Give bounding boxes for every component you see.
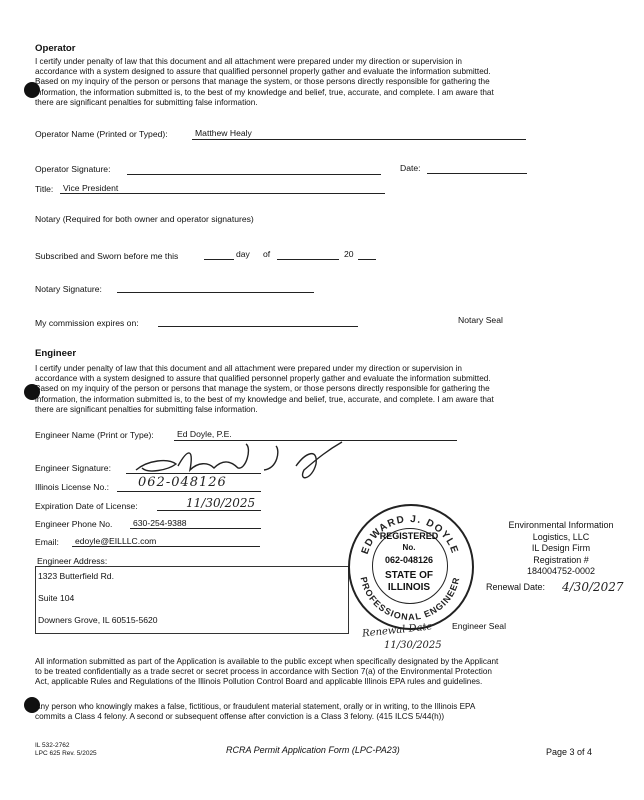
cert-line: Based on my inquiry of the person or persons that manage the system, or those persons directly responsible for gathering the (35, 77, 490, 87)
stamp-bottom-arc: PROFESSIONAL ENGINEER (358, 575, 462, 623)
firm-line: Registration # (533, 554, 589, 565)
notary-signature-line[interactable] (117, 292, 314, 293)
operator-signature-label: Operator Signature: (35, 164, 111, 174)
email-label: Email: (35, 537, 59, 547)
operator-name-line (192, 139, 526, 140)
cert-line: I certify under penalty of law that this document and all attachment were prepared under my direction or supervision in (35, 364, 462, 373)
handwritten-renewal-value: 11/30/2025 (384, 640, 442, 651)
cert-line: Based on my inquiry of the person or persons that manage the system, or those persons directly responsible for gathering the (35, 384, 490, 394)
license-line (117, 491, 261, 492)
expiration-line (157, 510, 261, 511)
license-value[interactable]: 062-048126 (138, 475, 227, 490)
operator-signature-line[interactable] (127, 174, 381, 175)
cert-line: there are significant penalties for submitting false information. (35, 97, 258, 107)
firm-stamp (486, 520, 636, 578)
operator-title-value[interactable]: Vice President (63, 183, 119, 193)
subscribed-label: Subscribed and Sworn before me this (35, 251, 179, 261)
page-number: Page 3 of 4 (546, 747, 593, 757)
address-label: Engineer Address: (37, 556, 108, 566)
notary-seal-label: Notary Seal (458, 315, 503, 325)
firm-line: Environmental Information (508, 520, 614, 530)
handwritten-renewal-label: Renewal Date (361, 621, 434, 640)
stamp-state-line1: STATE OF (385, 570, 433, 581)
firm-renewal-label: Renewal Date: (486, 582, 546, 592)
operator-name-label: Operator Name (Printed or Typed): (35, 129, 168, 139)
firm-line: 184004752-0002 (526, 566, 596, 576)
engineer-heading: Engineer (35, 348, 77, 359)
engineer-name-label: Engineer Name (Print or Type): (35, 430, 154, 440)
operator-date-label: Date: (400, 163, 421, 173)
stamp-registered: REGISTERED (379, 531, 439, 541)
stamp-number: 062-048126 (384, 555, 434, 565)
notary-signature-label: Notary Signature: (35, 284, 102, 294)
notice-line: Any person who knowingly makes a false, fictitious, or fraudulent material statement, orally or in writing, to the Illinois EPA (35, 702, 476, 711)
notice-line: Act, applicable Rules and Regulations of the Illinois Pollution Control Board and applicable Illinois EPA rules and guidelines. (35, 677, 483, 687)
firm-renewal-value: 4/30/2027 (562, 580, 624, 594)
form-codes (35, 742, 97, 758)
notary-heading: Notary (Required for both owner and operator signatures) (35, 214, 254, 224)
form-code: IL 532-2762 (35, 742, 70, 749)
cert-line: information, the information submitted is, to the best of my knowledge and belief, true, accurate, and complete. I am aware that (35, 87, 494, 97)
cert-line: accordance with a system designed to assure that qualified personnel properly gather and evaluate the information submitted. (35, 374, 491, 384)
email-value[interactable]: edoyle@EILLLC.com (75, 536, 157, 546)
expiration-label: Expiration Date of License: (35, 501, 138, 511)
engineer-certification (35, 364, 627, 415)
address-line: Downers Grove, IL 60515-5620 (38, 615, 158, 625)
operator-title-label: Title: (35, 184, 54, 194)
stamp-state-line2: ILLINOIS (387, 582, 431, 593)
day-line[interactable] (204, 259, 234, 260)
form-title: RCRA Permit Application Form (LPC-PA23) (226, 745, 400, 755)
of-label: of (263, 249, 271, 259)
stamp-name-arc: EDWARD J. DOYLE (359, 513, 461, 556)
commission-line[interactable] (158, 326, 358, 327)
engineer-seal-label: Engineer Seal (452, 621, 506, 631)
operator-name-value[interactable]: Matthew Healy (195, 128, 252, 138)
notice-line: to be treated confidentially as a trade secret or secret process in accordance with Section 7(a) of the Environmental Protection (35, 667, 492, 677)
felony-notice (35, 702, 627, 722)
commission-label: My commission expires on: (35, 318, 139, 328)
stamp-no-label: No. (402, 543, 416, 552)
engineer-name-value[interactable]: Ed Doyle, P.E. (177, 429, 232, 439)
phone-value[interactable]: 630-254-9388 (133, 518, 187, 528)
notice-line: All information submitted as part of the Application is available to the public except when specifically designated by the Applicant (35, 657, 499, 666)
address-box[interactable] (35, 566, 349, 634)
cert-line: there are significant penalties for submitting false information. (35, 404, 258, 414)
year-prefix: 20 (344, 249, 354, 259)
operator-certification (35, 57, 627, 108)
operator-date-line[interactable] (427, 173, 527, 174)
address-line: Suite 104 (38, 593, 75, 603)
operator-title-line (60, 193, 385, 194)
cert-line: accordance with a system designed to assure that qualified personnel properly gather and evaluate the information submitted. (35, 67, 491, 77)
operator-heading: Operator (35, 43, 76, 54)
engineer-signature-label: Engineer Signature: (35, 463, 111, 473)
firm-line: Logistics, LLC (532, 531, 590, 542)
notice-line: commits a Class 4 felony. A second or subsequent offense after conviction is a Class 3 felony. (415 ILCS 5/44(h)) (35, 712, 445, 722)
form-code: LPC 625 Rev. 5/2025 (35, 750, 97, 757)
public-disclosure-notice (35, 657, 627, 688)
month-line[interactable] (277, 259, 339, 260)
phone-line (130, 528, 261, 529)
year-line[interactable] (358, 259, 376, 260)
firm-line: IL Design Firm (531, 543, 591, 553)
address-line: 1323 Butterfield Rd. (38, 571, 114, 581)
phone-label: Engineer Phone No. (35, 519, 113, 529)
email-line (72, 546, 260, 547)
stamp-center (368, 530, 450, 594)
expiration-value[interactable]: 11/30/2025 (186, 496, 256, 510)
day-label: day (236, 249, 250, 259)
license-label: Illinois License No.: (35, 482, 110, 492)
cert-line: I certify under penalty of law that this document and all attachment were prepared under my direction or supervision in (35, 57, 462, 66)
cert-line: information, the information submitted is, to the best of my knowledge and belief, true, accurate, and complete. I am aware that (35, 394, 494, 404)
